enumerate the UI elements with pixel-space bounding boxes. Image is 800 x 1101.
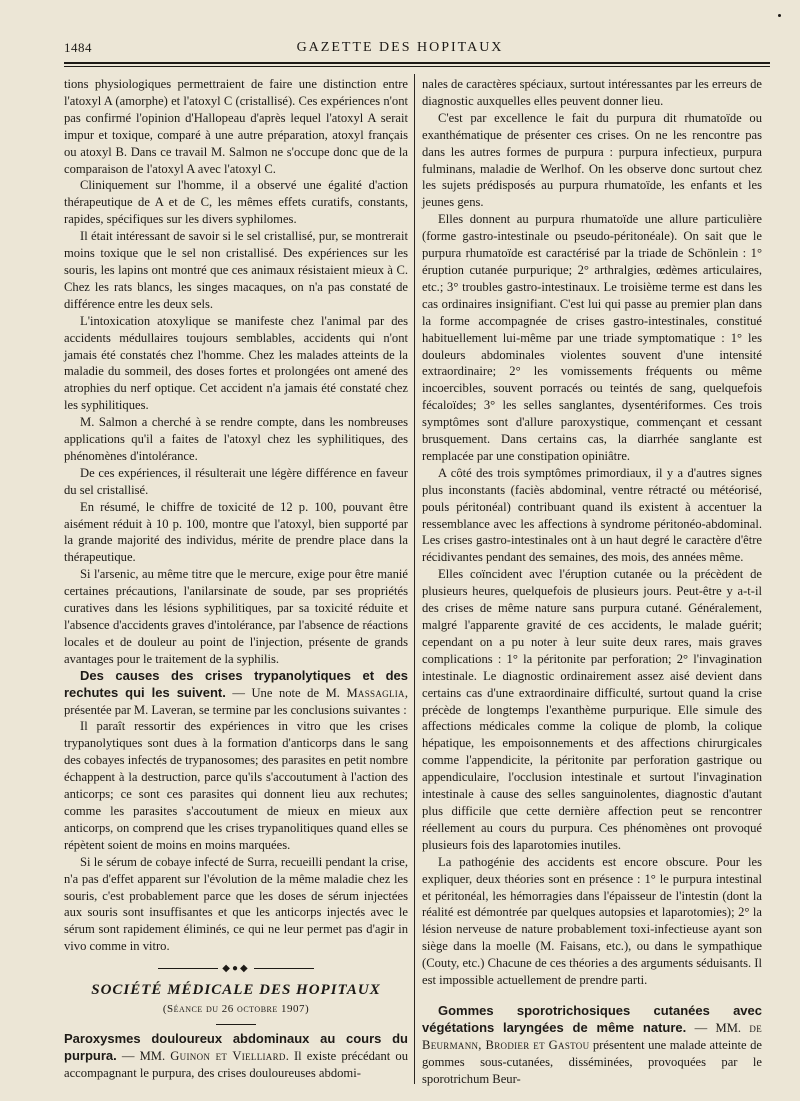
paragraph: De ces expériences, il résulterait une légère différence en faveur du sel cristallisé. <box>64 465 408 497</box>
author-name: Massaglia <box>346 685 405 700</box>
paragraph: Cliniquement sur l'homme, il a observé une égalité d'action thérapeutique de A et de C, les mêmes effets curatifs, constants, rapides, spécifiques sur les divers syphilomes. <box>64 178 408 227</box>
author-names: Guinon et Vielliard <box>170 1048 286 1063</box>
article-heading-gommes: Gommes sporotrichosiques cutanées avec végétations laryngées de même nature. — MM. de Beurmann, Brodier et Gastou présentent une malade atteinte de gommes sous-cutanées, disséminées, provoquées par le sporotrichum Beur- <box>422 1002 762 1086</box>
session-date: (Séance du 26 octobre 1907) <box>162 1002 310 1015</box>
paragraph: Si le sérum de cobaye infecté de Surra, recueilli pendant la crise, n'a pas d'effet apparent sur l'évolution de la même maladie chez les souris, c'est probablement parce que les doses de sérum injectées aux souris sont insuffisantes et que les anticorps injectés avec le sérum sont rapidement éliminés, ce qui ne leur permet pas d'agir in vivo comme in vitro. <box>64 854 408 954</box>
paragraph: Il paraît ressortir des expériences in vitro que les crises trypanolytiques sont dues à la formation d'anticorps dans le sang des cobayes infectés de trypanosomes; des parasites en petit nombre échappent à la destruction, parce qu'ils s'accoutument à l'action des anticorps; ce sont ces parasites qui donnent lieu aux rechutes; comme les parasites s'accoutument de mieux en mieux aux anticorps, on comprend que les crises trypanolitiques quand elles se répètent soient de moins en moins marquées. <box>64 719 408 852</box>
paragraph: C'est par excellence le fait du purpura dit rhumatoïde ou exanthématique de présenter ces crises. On ne les rencontre pas dans les autres formes de purpura : purpura infectieux, purpura fulminans, maladie de Werlhof. On les observe donc surtout chez les sujets prédisposés au purpura rhumatoïde, les enfants et les jeunes gens. <box>422 110 762 210</box>
paragraph: Si l'arsenic, au même titre que le mercure, exige pour être manié certaines précautions, l'anilarsinate de soude, par ses propriétés curatives dans les lésions syphilitiques, par sa toxicité réduite et l'absence d'accidents graves d'intolérance, par l'absence de réactions locales et de douleur au point de l'injection, présente de grands avantages pour le traitement de la syphilis. <box>64 567 408 666</box>
paragraph: M. Salmon a cherché à se rendre compte, dans les nombreuses applications qu'il a faites de l'atoxyl chez les syphilitiques, des phénomènes d'intolérance. <box>64 415 408 463</box>
paragraph: A côté des trois symptômes primordiaux, il y a d'autres signes plus inconstants (faciès abdominal, ventre rétracté ou météorisé, pouls péritonéal) contribuant quand ils existent à accentuer la ressemblance avec les affections à syndrome péritonéo-abdominal. Les crises gastro-intestinales ont à un haut degré le caractère d'être récidivantes pendant des semaines, des mois, des années même. <box>422 465 762 565</box>
paragraph: En résumé, le chiffre de toxicité de 12 p. 100, pouvant être aisément réduit à 10 p. 100, montre que l'atoxyl, bien supporté par la grande majorité des individus, mérite de prendre place dans la thérapeutique. <box>64 499 408 565</box>
ornamental-separator: ◆●◆ <box>64 961 408 978</box>
paragraph: Elles coïncident avec l'éruption cutanée ou la précèdent de plusieurs heures, quelquefois de plusieurs jours. Peut-être y a-t-il des crises de même nature sans purpura cutané. Généralement, malgré l'apparente gravité de ces accidents, le malade guérit; cependant on a pu noter à leur suite deux rares, mais graves complications : 1° la péritonite par perforation; 2° l'invagination intestinale. Le diagnostic ordinairement assez aisé devient dans certains cas d'une extraordinaire difficulté, surtout quand la crise précède de longtemps l'exanthème purpurique. Elle simule des affections médicales comme la colique de plomb, la colique hépatique, les empoisonnements et des affections chirurgicales comme l'appendicite, la péritonite par perforation gastrique ou appendiculaire, l'occlusion intestinale et surtout l'invagination intestinale à cause des selles sanguinolentes, diagnostic d'autant plus difficile que cette dernière affection peut se rencontrer réellement au cours du purpura. Ces phénomènes ont provoqué plusieurs fois des laparotomies inutiles. <box>422 567 762 852</box>
paragraph: Il était intéressant de savoir si le sel cristallisé, pur, se montrerait moins toxique que le sel non cristallisé. Des expériences sur les souris, les lapins ont montré que ces animaux résistaient mieux à C. Chez les rats blancs, les singes macaques, on n'a pas constaté de différence entre les deux sels. <box>64 229 408 311</box>
header-rule <box>64 62 770 64</box>
article-title: Paroxysmes douloureux abdominaux au cours du purpura. <box>64 1030 408 1063</box>
paragraph: Elles donnent au purpura rhumatoïde une allure particulière (forme gastro-intestinale ou pseudo-péritonéale). On sait que le purpura rhumatoïde est caractérisé par la triade de Schönlein : 1° éruption cutanée purpurique; 2° arthralgies, œdèmes articulaires, etc.; 3° troubles gastro-intestinaux. Le troisième terme est dans les cas ordinaires insignifiant. C'est lui qui passe au premier plan dans la forme accompagnée de crises gastro-intestinales, constitué habituellement lui-même par une triade symptomatique : 1° les douleurs abdominales violentes souvent d'une intensité extraordinaire; 2° les vomissements fréquents ou même incoercibles, souvent porracés ou teintés de sang, quelquefois fécaloïdes; 3° les selles sanglantes, dysentériformes. Ces trois symptômes sont d'allure paroxystique, commençant et cessant brusquement. Dans certains cas, la diarrhée sanglante est remplacée par une constipation opiniâtre. <box>422 212 762 463</box>
paragraph: La pathogénie des accidents est encore obscure. Pour les expliquer, deux théories sont en présence : 1° le purpura intestinal et péritonéal, les hémorragies dans l'épaisseur de l'intestin (dont la réalité est démontrée par quelques autopsies et laparotomies); 2° la lésion nerveuse de nature probablement toxi-infectieuse ayant son siège dans la moelle (M. Faisans, etc.), ou dans le sympathique (Couty, etc.) Chacune de ces théories a des arguments séduisants. Il est impossible actuellement de prendre parti. <box>422 854 762 988</box>
paragraph: L'intoxication atoxylique se manifeste chez l'animal par des accidents médullaires toujours semblables, accidents qui n'ont jamais été constatés chez l'homme. Chez les malades atteints de la maladie du sommeil, des doses fortes et prolongées ont amené des atrophies du nerf optique. Cet accident n'a jamais été constaté chez les syphilitiques. <box>64 313 408 413</box>
running-title: GAZETTE DES HOPITAUX <box>296 40 504 55</box>
article-title: Gommes sporotrichosiques cutanées avec végétations laryngées de même nature. <box>422 1002 762 1035</box>
left-column <box>64 76 408 1082</box>
page-number: 1484 <box>64 40 92 55</box>
short-rule <box>216 1024 256 1025</box>
column-divider <box>414 74 415 1084</box>
article-title: Des causes des crises trypanolytiques et des rechutes qui les suivent. <box>64 667 408 700</box>
paragraph: tions physiologiques permettraient de faire une distinction entre l'atoxyl A (amorphe) et l'atoxyl C (cristallisé). Ces expériences n'ont pas confirmé l'opinion d'Hallopeau d'après lequel l'atoxyl A serait impur et toxique, comparé à une autre préparation, atoxyl français ou atoxyl B. Dans ce travail M. Salmon ne s'occupe donc que de la comparaison de l'atoxyl A avec l'atoxyl C. <box>64 77 408 176</box>
society-title: SOCIÉTÉ MÉDICALE DES HOPITAUX <box>91 982 381 999</box>
article-heading-paroxysmes: Paroxysmes douloureux abdominaux au cours du purpura. — MM. Guinon et Vielliard. Il existe précédant ou accompagnant le purpura, des crises douloureuses abdomi- <box>64 1030 408 1080</box>
article-heading-trypanolytic: Des causes des crises trypanolytiques et des rechutes qui les suivent. — Une note de M. Massaglia, présentée par M. Laveran, se termine par les conclusions suivantes : <box>64 667 408 717</box>
right-column <box>422 76 762 1087</box>
paragraph: nales de caractères spéciaux, surtout intéressantes par les erreurs de diagnostic auxquelles elles peuvent donner lieu. <box>422 77 762 108</box>
ink-speck <box>778 14 781 17</box>
author-names: de Beurmann, Brodier et Gastou <box>422 1020 762 1052</box>
header-rule-thin <box>64 66 770 67</box>
